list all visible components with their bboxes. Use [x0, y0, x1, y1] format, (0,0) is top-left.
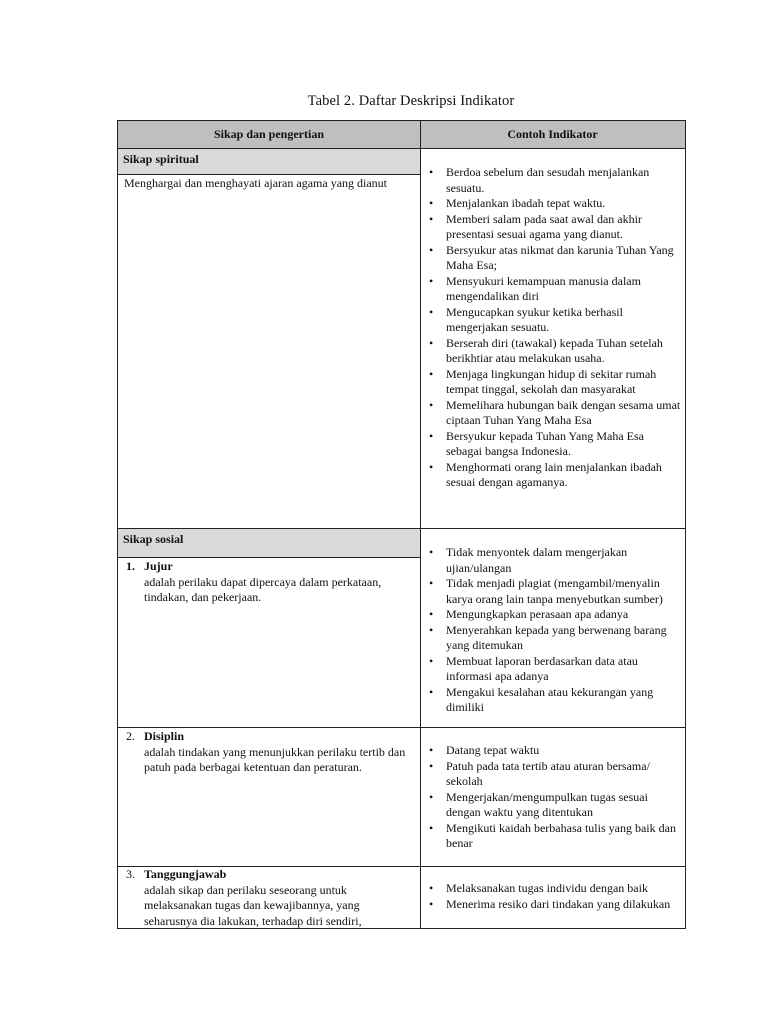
- list-item: • Mensyukuri kemampuan manusia dalam mengendalikan diri: [424, 274, 682, 305]
- list-item: • Datang tepat waktu: [424, 743, 682, 759]
- item-description: adalah perilaku dapat dipercaya dalam perkataan, tindakan, dan pekerjaan.: [144, 574, 382, 604]
- list-item: • Menghormati orang lain menjalankan ibadah sesuai dengan agamanya.: [424, 460, 682, 491]
- list-item: • Bersyukur atas nikmat dan karunia Tuhan Yang Maha Esa;: [424, 243, 682, 274]
- list-item: • Memberi salam pada saat awal dan akhir presentasi sesuai agama yang dianut.: [424, 212, 682, 243]
- list-item: • Bersyukur kepada Tuhan Yang Maha Esa sebagai bangsa Indonesia.: [424, 429, 682, 460]
- item-number: 3.: [126, 867, 135, 881]
- column-header-attitude: Sikap dan pengertian: [118, 121, 420, 149]
- item-description: adalah sikap dan perilaku seseorang untuk melaksanakan tugas dan kewajibannya, yang seharusnya dia lakukan, terhadap diri sendiri,: [144, 882, 362, 928]
- page-title: Tabel 2. Daftar Deskripsi Indikator: [307, 93, 515, 109]
- list-item: • Mengerjakan/mengumpulkan tugas sesuai dengan waktu yang ditentukan: [424, 790, 682, 821]
- row-divider: [118, 727, 685, 728]
- list-item: • Tidak menjadi plagiat (mengambil/menyalin karya orang lain tanpa menyebutkan sumber): [424, 576, 682, 607]
- honesty-indicator-list: [424, 545, 682, 716]
- item-name: Tanggungjawab: [144, 867, 227, 881]
- item-name: Jujur: [144, 559, 173, 573]
- social-item-discipline: [126, 729, 411, 776]
- indicator-table: [117, 120, 686, 929]
- list-item: • Berdoa sebelum dan sesudah menjalankan sesuatu.: [424, 165, 682, 196]
- list-item: • Memelihara hubungan baik dengan sesama umat ciptaan Tuhan Yang Maha Esa: [424, 398, 682, 429]
- item-number: 1.: [126, 559, 135, 573]
- list-item: • Menjaga lingkungan hidup di sekitar rumah tempat tinggal, sekolah dan masyarakat: [424, 367, 682, 398]
- section-heading-social: Sikap sosial: [118, 529, 420, 557]
- list-item: • Tidak menyontek dalam mengerjakan ujian/ulangan: [424, 545, 682, 576]
- spiritual-indicator-list: [424, 165, 682, 491]
- list-item: • Menerima resiko dari tindakan yang dilakukan: [424, 897, 682, 913]
- discipline-indicator-list: [424, 743, 682, 852]
- responsibility-indicator-list: [424, 881, 682, 912]
- list-item: • Berserah diri (tawakal) kepada Tuhan setelah berikhtiar atau melakukan usaha.: [424, 336, 682, 367]
- column-divider: [420, 121, 421, 928]
- section-heading-spiritual: Sikap spiritual: [118, 149, 420, 174]
- list-item: • Mengungkapkan perasaan apa adanya: [424, 607, 682, 623]
- list-item: • Mengakui kesalahan atau kekurangan yang dimiliki: [424, 685, 682, 716]
- social-item-honesty: [126, 559, 411, 606]
- list-item: • Melaksanakan tugas individu dengan baik: [424, 881, 682, 897]
- list-item: • Menjalankan ibadah tepat waktu.: [424, 196, 682, 212]
- item-number: 2.: [126, 729, 135, 743]
- list-item: • Patuh pada tata tertib atau aturan bersama/ sekolah: [424, 759, 682, 790]
- list-item: • Mengikuti kaidah berbahasa tulis yang baik dan benar: [424, 821, 682, 852]
- column-header-indicators: Contoh Indikator: [420, 121, 685, 149]
- list-item: • Membuat laporan berdasarkan data atau informasi apa adanya: [424, 654, 682, 685]
- item-name: Disiplin: [144, 729, 185, 743]
- list-item: • Menyerahkan kepada yang berwenang barang yang ditemukan: [424, 623, 682, 654]
- item-description: adalah tindakan yang menunjukkan perilaku tertib dan patuh pada berbagai ketentuan dan peraturan.: [144, 744, 406, 774]
- list-item: • Mengucapkan syukur ketika berhasil mengerjakan sesuatu.: [424, 305, 682, 336]
- spiritual-description: Menghargai dan menghayati ajaran agama yang dianut: [124, 176, 388, 190]
- social-item-responsibility: [126, 867, 411, 929]
- row-divider: [118, 174, 420, 175]
- row-divider: [118, 557, 420, 558]
